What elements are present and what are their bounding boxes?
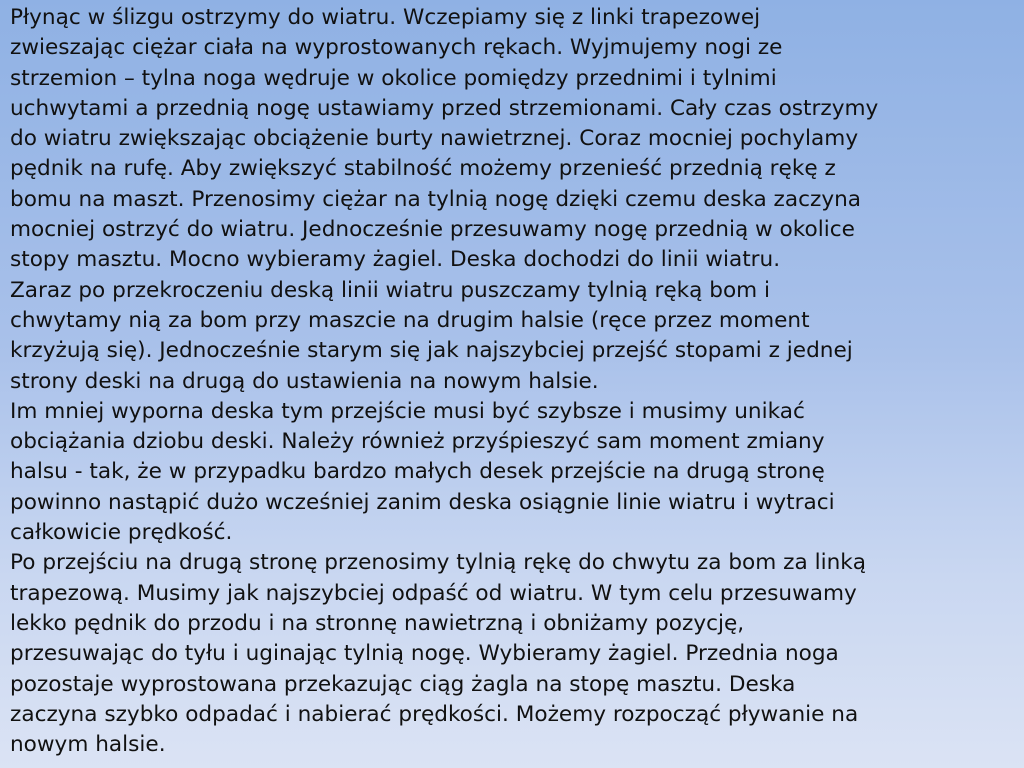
paragraph-small-board-tips: Im mniej wyporna deska tym przejście musi być szybsze i musimy unikać obciążania dziobu deski. Należy również przyśpieszyć sam moment zmiany halsu - tak, że w przypadku bardzo małych desek przejście na drugą stronę powinno nastąpić dużo wcześniej zanim deska osiągnie linie wiatru i wytraci całkowicie prędkość. (10, 398, 835, 546)
paragraph-crossing-wind-line: Zaraz po przekroczeniu deską linii wiatru puszczamy tylnią ręką bom i chwytamy nią za bom przy maszcie na drugim halsie (ręce przez moment krzyżują się). Jednocześnie starym się jak najszybciej przejść stopami z jednej strony deski na drugą do ustawienia na nowym halsie. (10, 277, 853, 394)
slide-body-text (10, 3, 1016, 760)
paragraph-entering-wind: Płynąc w ślizgu ostrzymy do wiatru. Wczepiamy się z linki trapezowej zwieszając ciężar ciała na wyprostowanych rękach. Wyjmujemy nogi ze strzemion – tylna noga wędruje w okolice pomiędzy przednimi i tylnimi uchwytami a przednią nogę ustawiamy przed strzemionami. Cały czas ostrzymy do wiatru zwiększając obciążenie burty nawietrznej. Coraz mocniej pochylamy pędnik na rufę. Aby zwiększyć stabilność możemy przenieść przednią rękę z bomu na maszt. Przenosimy ciężar na tylnią nogę dzięki czemu deska zaczyna mocniej ostrzyć do wiatru. Jednocześnie przesuwamy nogę przednią w okolice stopy masztu. Mocno wybieramy żagiel. Deska dochodzi do linii wiatru. (10, 5, 879, 273)
paragraph-new-tack: Po przejściu na drugą stronę przenosimy tylnią rękę do chwytu za bom za linką trapezową. Musimy jak najszybciej odpaść od wiatru. W tym celu przesuwamy lekko pędnik do przodu i na stronnę nawietrzną i obniżamy pozycję, przesuwając do tyłu i uginając tylnią nogę. Wybieramy żagiel. Przednia noga pozostaje wyprostowana przekazując ciąg żagla na stopę masztu. Deska zaczyna szybko odpadać i nabierać prędkości. Możemy rozpocząć pływanie na nowym halsie. (10, 550, 866, 758)
